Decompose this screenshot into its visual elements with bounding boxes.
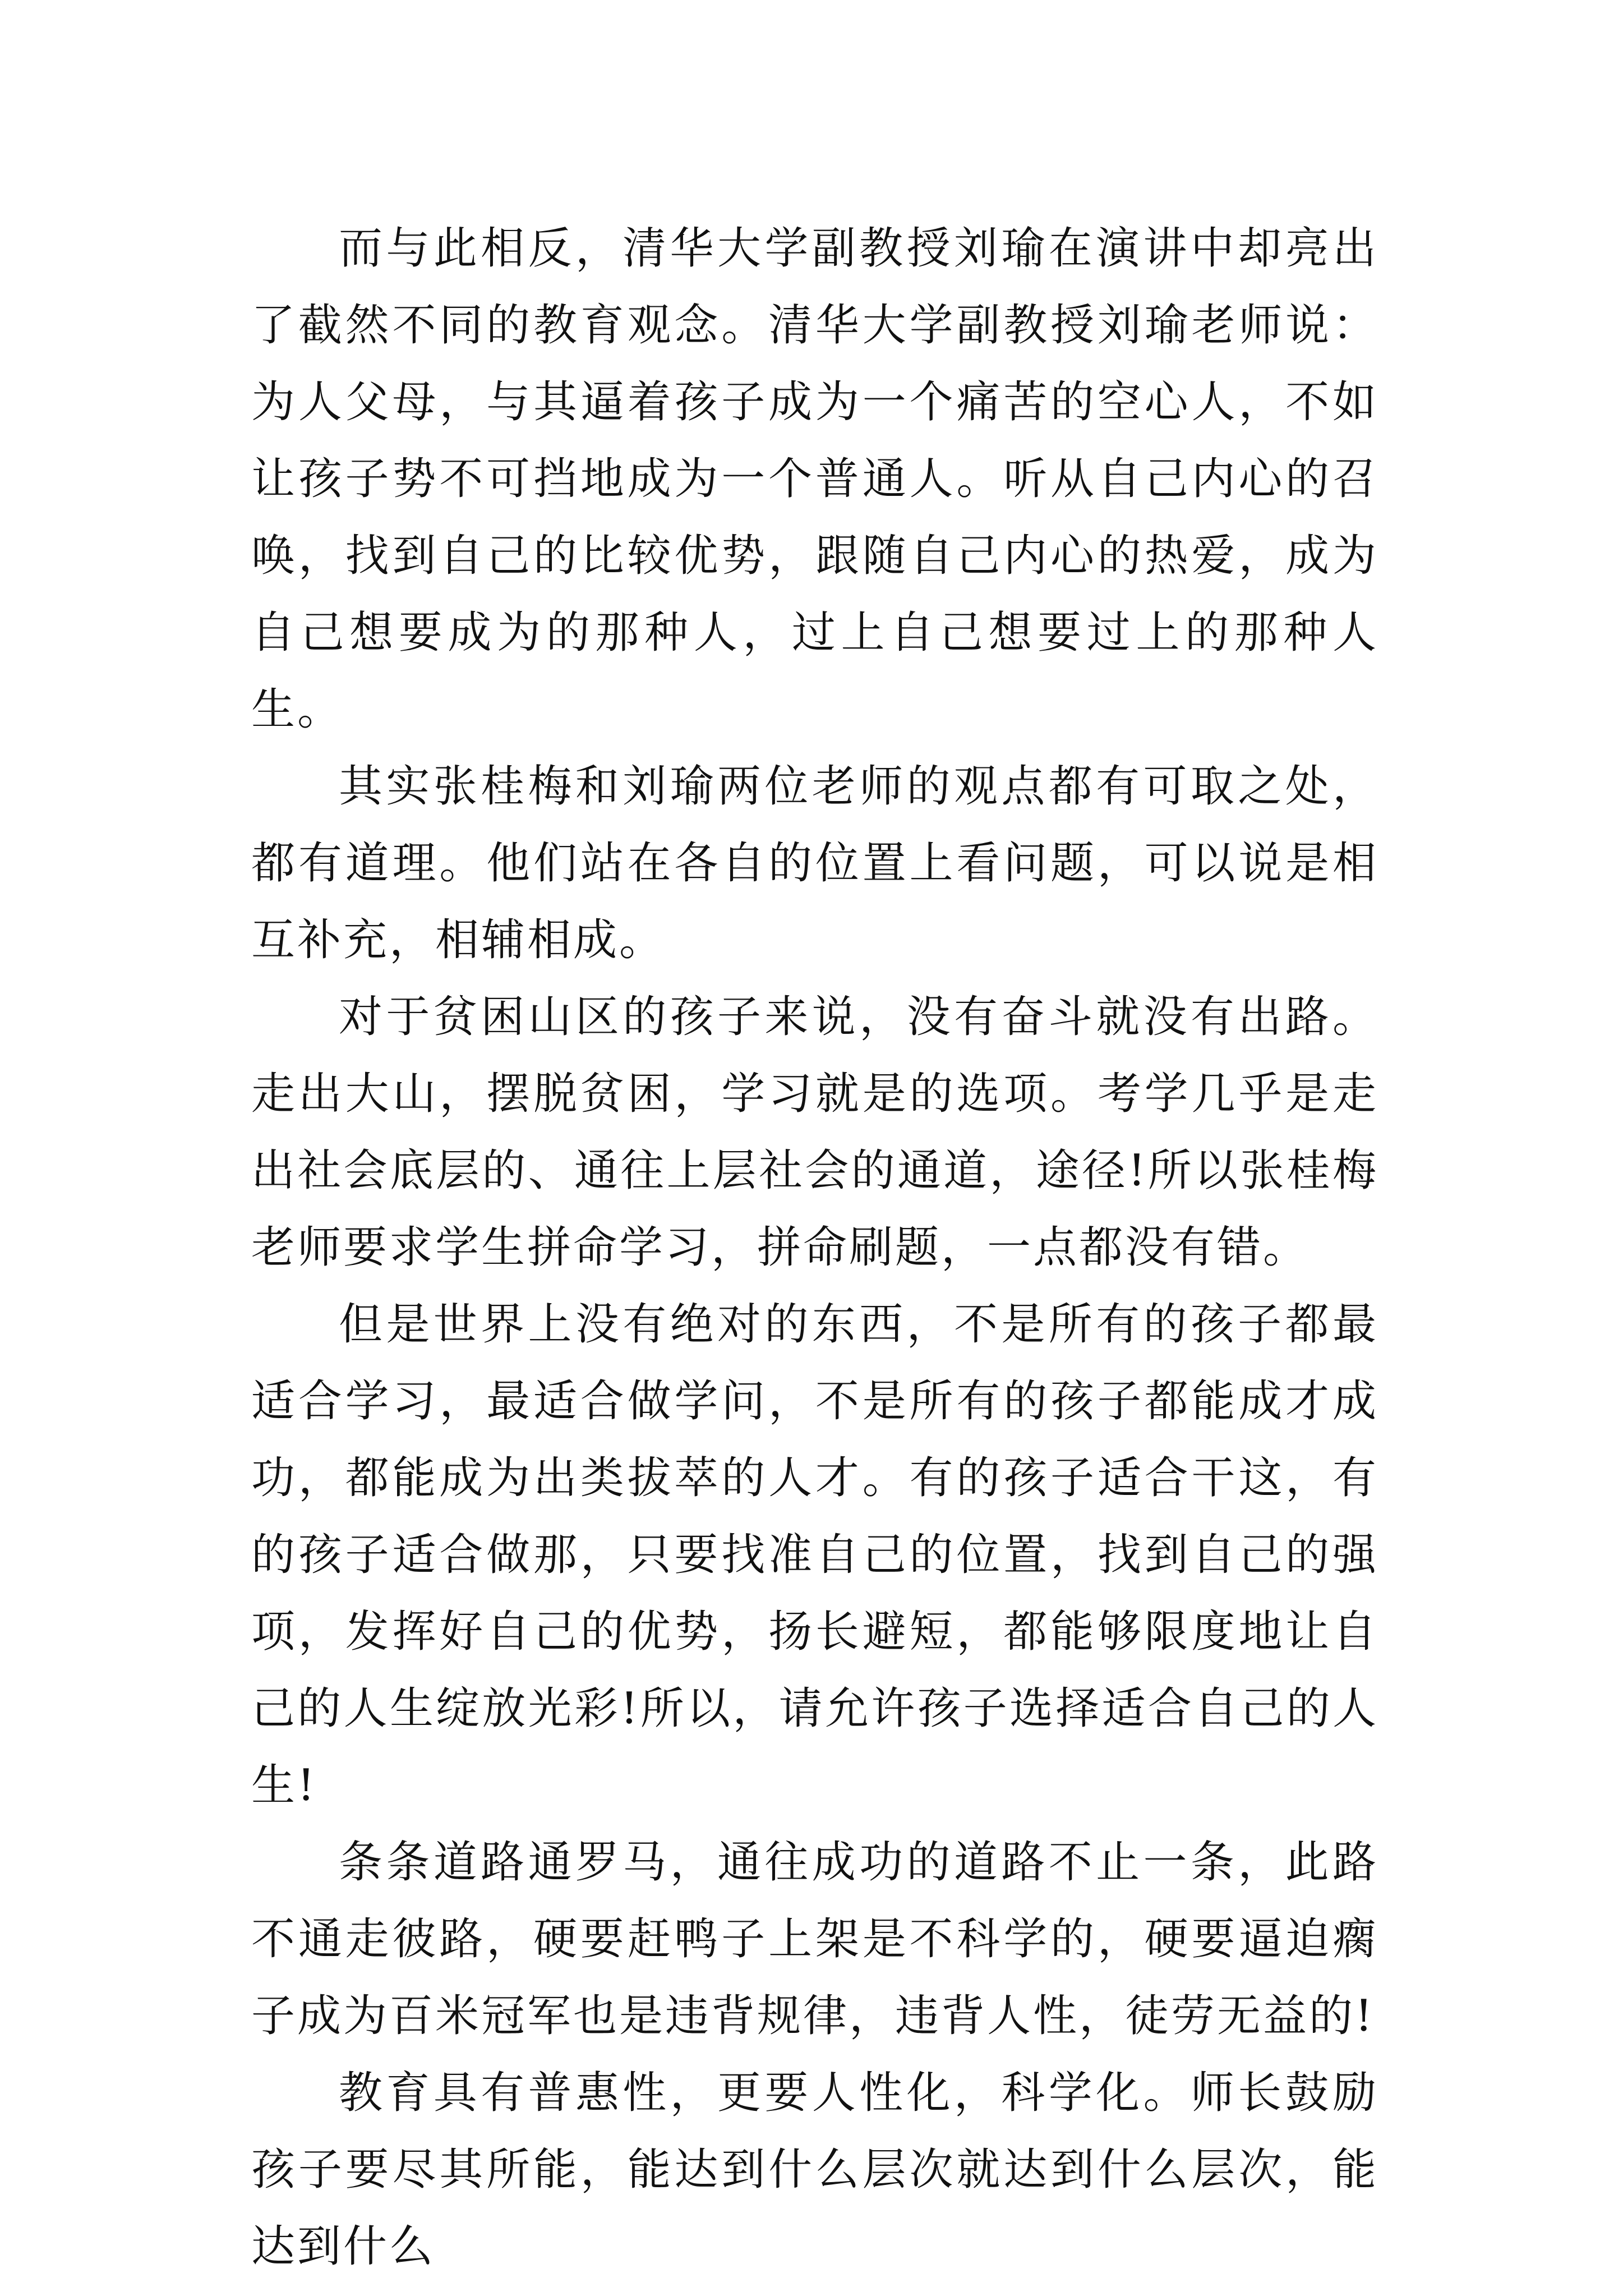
paragraph-6: 教育具有普惠性，更要人性化，科学化。师长鼓励孩子要尽其所能，能达到什么层次就达到什么层次，能达到什么 bbox=[251, 2068, 1378, 2272]
paragraph-5: 条条道路通罗马，通往成功的道路不止一条，此路不通走彼路，硬要赶鸭子上架是不科学的，硬要逼迫瘸子成为百米冠军也是违背规律，违背人性，徒劳无益的! bbox=[251, 1837, 1378, 2041]
paragraph-3: 对于贫困山区的孩子来说，没有奋斗就没有出路。走出大山，摆脱贫困，学习就是的选项。考学几乎是走出社会底层的、通往上层社会的通道，途径!所以张桂梅老师要求学生拼命学习，拼命刷题，一点都没有错。 bbox=[251, 992, 1378, 1273]
paragraph-2: 其实张桂梅和刘瑜两位老师的观点都有可取之处，都有道理。他们站在各自的位置上看问题，可以说是相互补充，相辅相成。 bbox=[251, 761, 1378, 965]
document-body bbox=[251, 210, 1378, 2285]
paragraph-1: 而与此相反，清华大学副教授刘瑜在演讲中却亮出了截然不同的教育观念。清华大学副教授刘瑜老师说：为人父母，与其逼着孩子成为一个痛苦的空心人，不如让孩子势不可挡地成为一个普通人。听从自己内心的召唤，找到自己的比较优势，跟随自己内心的热爱，成为自己想要成为的那种人，过上自己想要过上的那种人生。 bbox=[251, 223, 1378, 735]
paragraph-4: 但是世界上没有绝对的东西，不是所有的孩子都最适合学习，最适合做学问，不是所有的孩子都能成才成功，都能成为出类拔萃的人才。有的孩子适合干这，有的孩子适合做那，只要找准自己的位置，找到自己的强项，发挥好自己的优势，扬长避短，都能够限度地让自己的人生绽放光彩!所以，请允许孩子选择适合自己的人生! bbox=[251, 1299, 1378, 1811]
